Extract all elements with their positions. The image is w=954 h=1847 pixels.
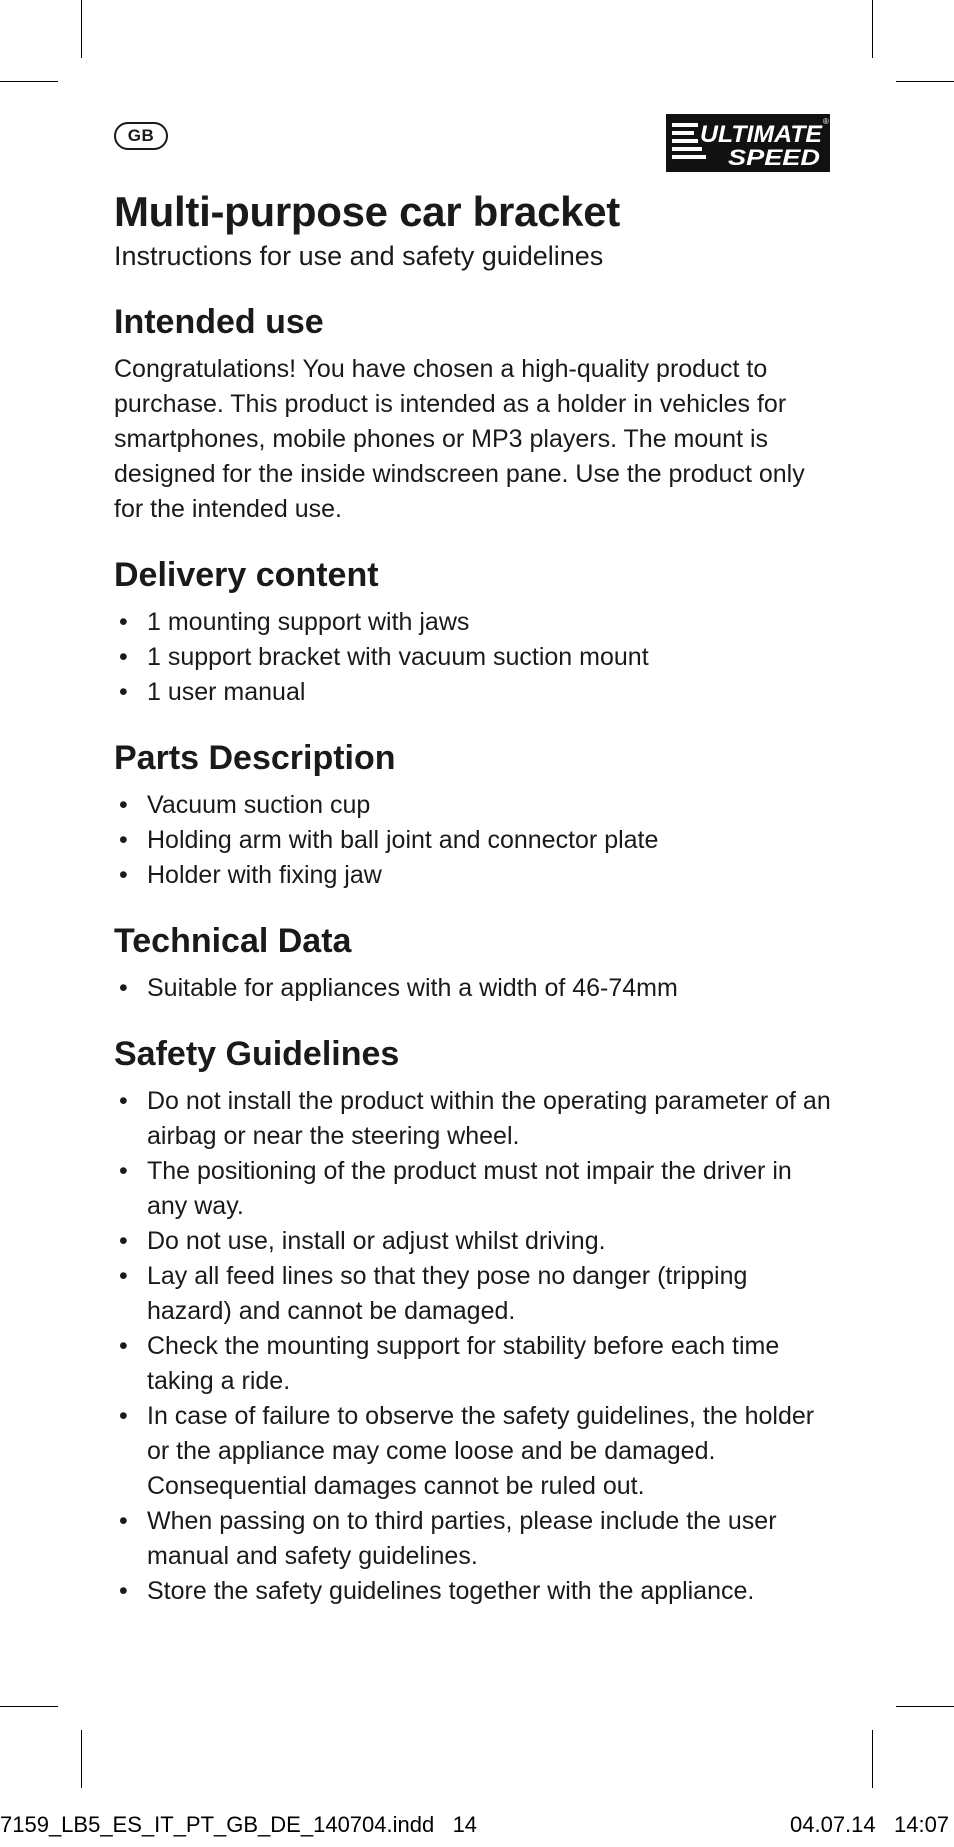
bullet-icon: • <box>119 1227 128 1255</box>
heading-safety-guidelines: Safety Guidelines <box>114 1035 400 1073</box>
list-item-text: 1 support bracket with vacuum suction mount <box>147 643 649 671</box>
list-item-text: Vacuum suction cup <box>147 791 371 819</box>
crop-mark-right-bottom <box>896 1706 954 1707</box>
bullet-icon: • <box>119 1087 128 1115</box>
brand-logo <box>666 114 832 172</box>
footer-time: 14:07 <box>893 1812 950 1837</box>
list-item-text: In case of failure to observe the safety guidelines, the holder or the appliance may come loose and be damaged. Consequential damages cannot be ruled out. <box>147 1402 815 1500</box>
list-item <box>114 1084 834 1154</box>
list-item-text: Lay all feed lines so that they pose no danger (tripping hazard) and cannot be damaged. <box>147 1262 748 1325</box>
crop-mark-left-top <box>0 81 58 82</box>
crop-mark-right-top <box>896 81 954 82</box>
list-item-text: When passing on to third parties, please include the user manual and safety guidelines. <box>147 1507 777 1570</box>
heading-technical-data: Technical Data <box>114 922 352 960</box>
footer-page-number: 14 <box>452 1812 478 1837</box>
footer-filename-text: 7159_LB5_ES_IT_PT_GB_DE_140704.indd <box>0 1812 435 1837</box>
list-item <box>114 971 834 1006</box>
document-title: Multi-purpose car bracket <box>114 188 620 235</box>
list-item-text: 1 user manual <box>147 678 306 706</box>
list-item-text: The positioning of the product must not impair the driver in any way. <box>147 1157 792 1220</box>
heading-parts-description: Parts Description <box>114 739 396 777</box>
list-item-text: Holding arm with ball joint and connector plate <box>147 826 659 854</box>
list-item <box>114 605 834 640</box>
list-item <box>114 788 834 823</box>
list-item <box>114 858 834 893</box>
list-item-text: Store the safety guidelines together with the appliance. <box>147 1577 755 1605</box>
list-item <box>114 1259 834 1329</box>
crop-mark-left-bottom <box>0 1706 58 1707</box>
bullet-icon: • <box>119 791 128 819</box>
footer-filename <box>0 1812 477 1838</box>
bullet-icon: • <box>119 826 128 854</box>
delivery-content-list <box>114 605 834 710</box>
technical-data-list <box>114 971 834 1006</box>
list-item <box>114 1399 834 1504</box>
list-item <box>114 1329 834 1399</box>
parts-description-list <box>114 788 834 893</box>
list-item-text: Do not use, install or adjust whilst driving. <box>147 1227 606 1255</box>
safety-guidelines-list <box>114 1084 834 1609</box>
list-item <box>114 823 834 858</box>
heading-intended-use: Intended use <box>114 303 324 341</box>
bullet-icon: • <box>119 1262 128 1290</box>
crop-mark-top-right <box>872 0 873 58</box>
list-item <box>114 1154 834 1224</box>
brand-registered-mark: ® <box>823 117 829 126</box>
bullet-icon: • <box>119 678 128 706</box>
crop-mark-top-left <box>81 0 82 58</box>
bullet-icon: • <box>119 1332 128 1360</box>
bullet-icon: • <box>119 1577 128 1605</box>
bullet-icon: • <box>119 1157 128 1185</box>
document-subtitle: Instructions for use and safety guidelines <box>114 241 604 271</box>
intended-use-text: Congratulations! You have chosen a high-quality product to purchase. This product is intended as a holder in vehicles for smartphones, mobile phones or MP3 players. The mount is designed for the inside windscreen pane. Use the product only for the intended use. <box>114 355 805 523</box>
document-body <box>114 186 834 1609</box>
list-item <box>114 640 834 675</box>
bullet-icon: • <box>119 643 128 671</box>
list-item <box>114 675 834 710</box>
bullet-icon: • <box>119 861 128 889</box>
heading-delivery-content: Delivery content <box>114 556 379 594</box>
list-item-text: Suitable for appliances with a width of 46-74mm <box>147 974 678 1002</box>
bullet-icon: • <box>119 974 128 1002</box>
brand-logo-line2: SPEED <box>728 145 821 170</box>
bullet-icon: • <box>119 1507 128 1535</box>
crop-mark-bottom-left <box>81 1730 82 1788</box>
list-item <box>114 1574 834 1609</box>
footer-timestamp <box>790 1812 949 1838</box>
list-item <box>114 1224 834 1259</box>
footer-date: 04.07.14 <box>790 1812 876 1837</box>
list-item-text: Do not install the product within the operating parameter of an airbag or near the steering wheel. <box>147 1087 831 1150</box>
list-item <box>114 1504 834 1574</box>
list-item-text: Check the mounting support for stability before each time taking a ride. <box>147 1332 780 1395</box>
bullet-icon: • <box>119 608 128 636</box>
brand-logo-line1: ULTIMATE <box>700 121 824 148</box>
list-item-text: 1 mounting support with jaws <box>147 608 470 636</box>
bullet-icon: • <box>119 1402 128 1430</box>
crop-mark-bottom-right <box>872 1730 873 1788</box>
list-item-text: Holder with fixing jaw <box>147 861 382 889</box>
language-badge: GB <box>114 122 168 150</box>
